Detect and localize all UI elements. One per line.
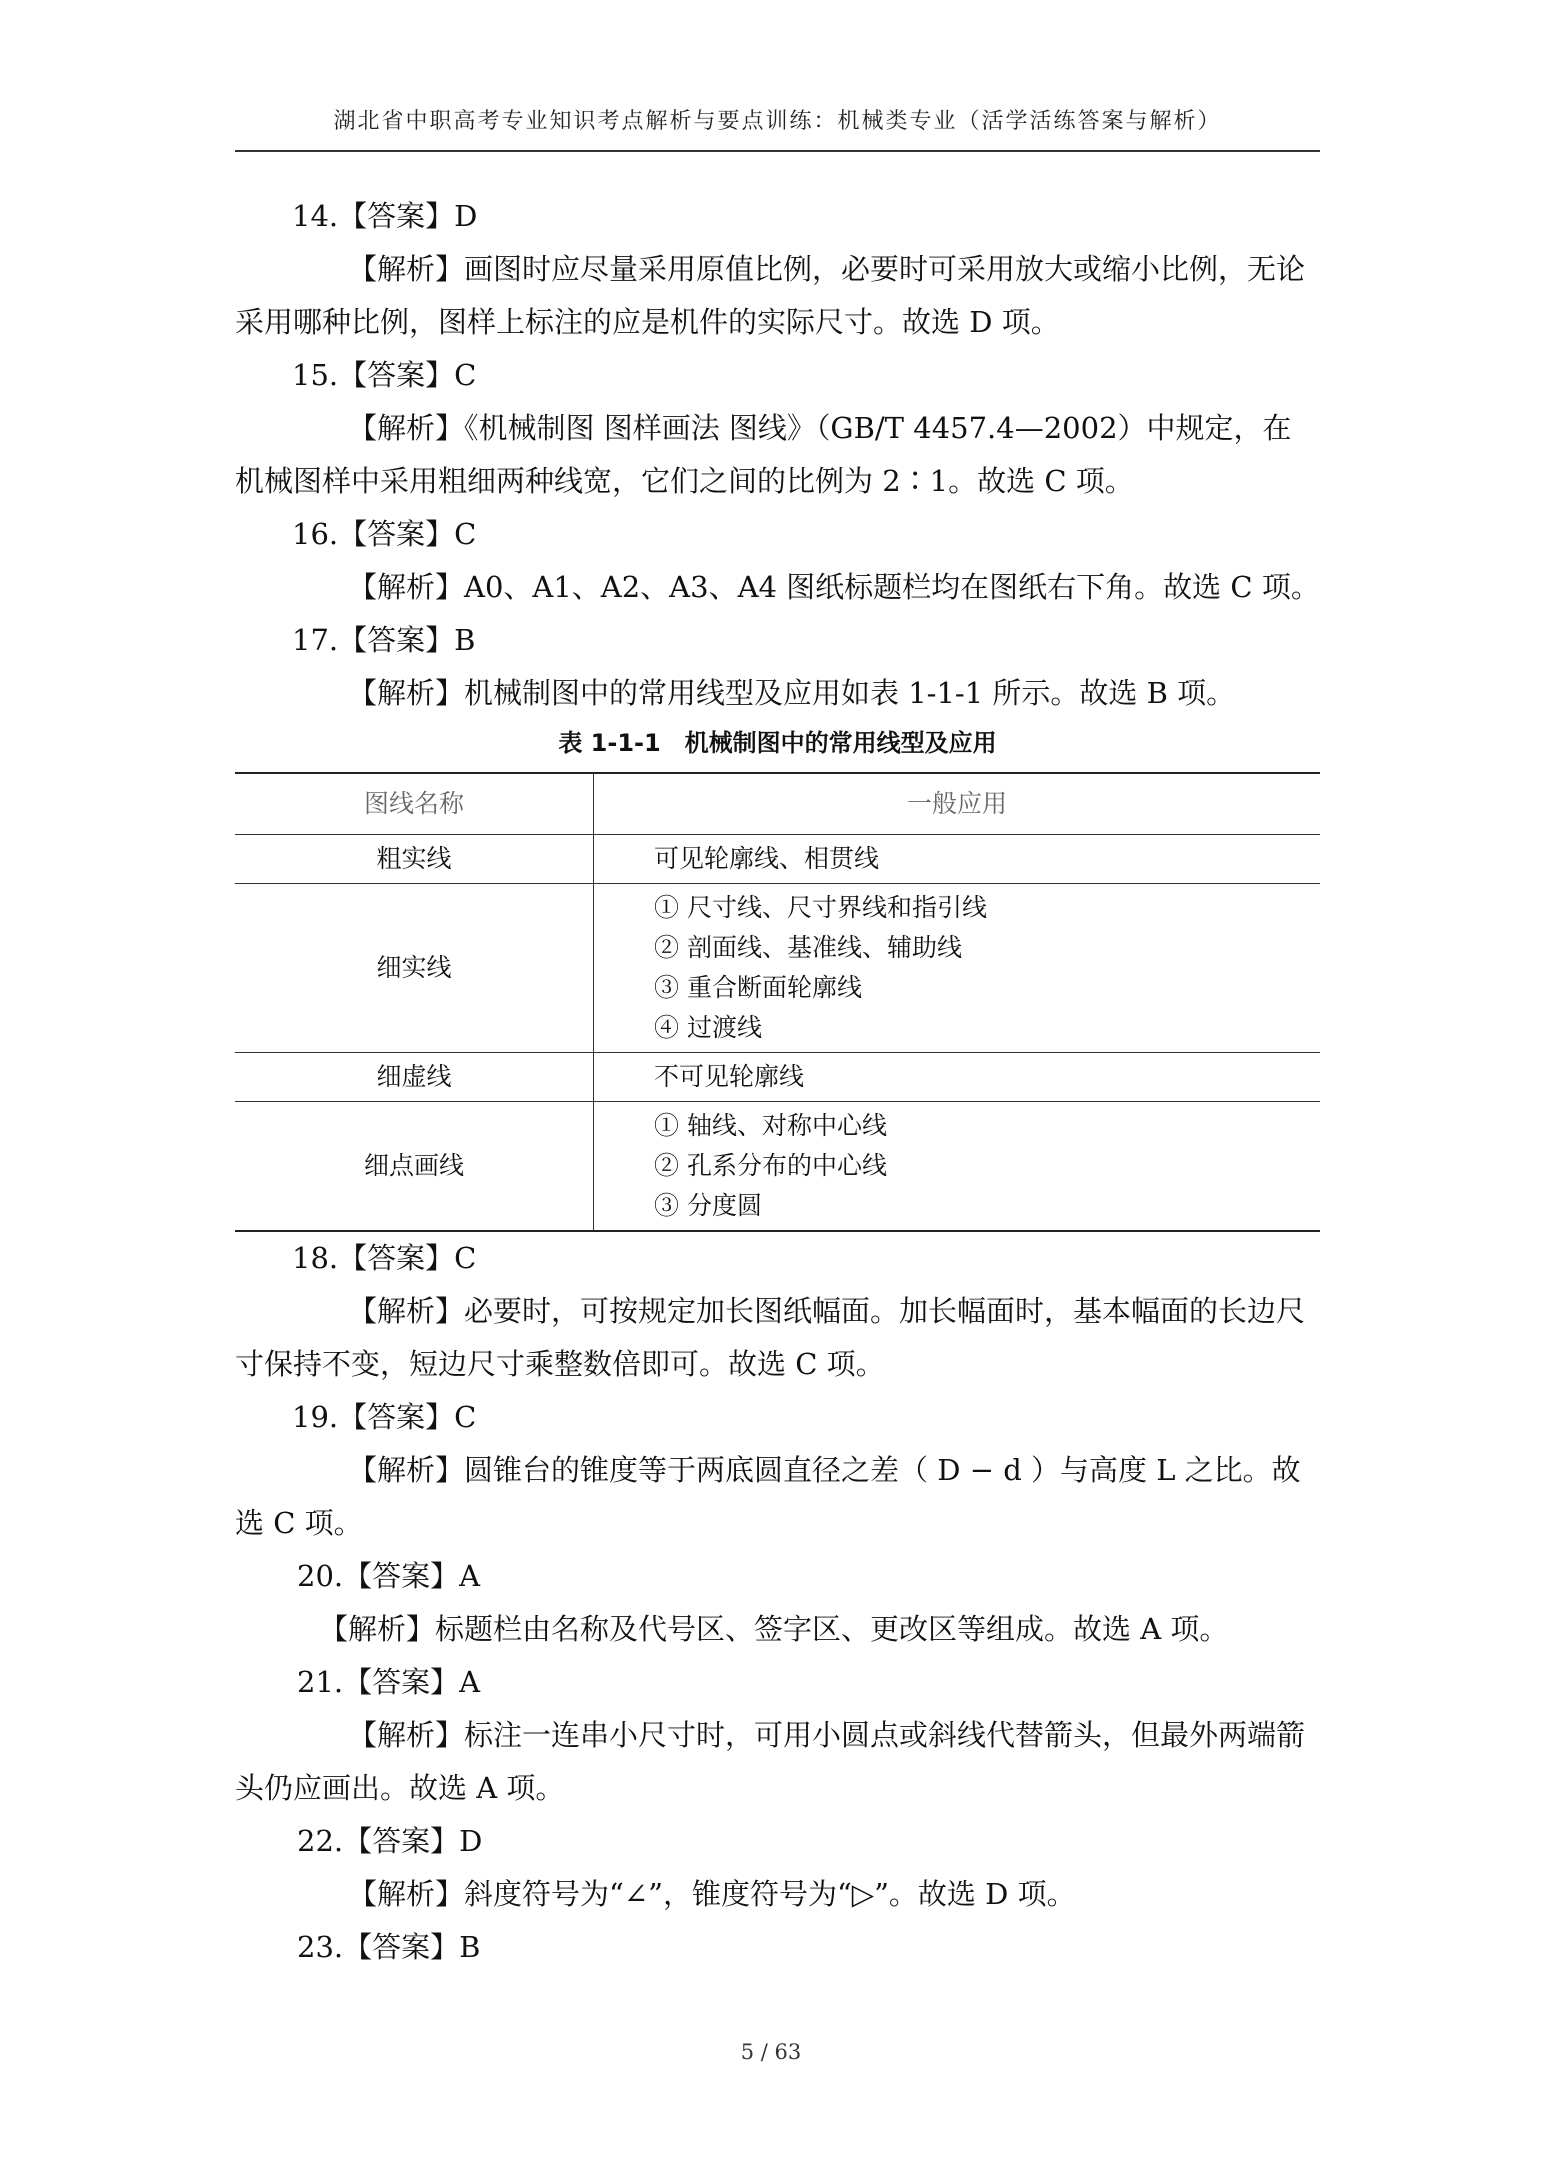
answer-15: 15.【答案】C — [292, 358, 477, 392]
explanation-19: 【解析】圆锥台的锥度等于两底圆直径之差（ D − d ）与高度 L 之比。故选 C 项。 — [235, 1453, 1301, 1540]
page-number: 5 / 63 — [740, 2040, 802, 2064]
table-cell-use-item: ② 孔系分布的中心线 — [654, 1151, 887, 1180]
table-row — [235, 1102, 1320, 1232]
table-cell-name: 粗实线 — [235, 835, 594, 884]
table-cell-uses — [594, 835, 1321, 884]
table-cell-use-item: ② 剖面线、基准线、辅助线 — [654, 933, 962, 962]
answer-22: 22.【答案】D — [297, 1824, 483, 1858]
table-cell-use-item: 可见轮廓线、相贯线 — [654, 844, 880, 873]
table-cell-use-item: ④ 过渡线 — [654, 1013, 762, 1042]
table-cell-use-item: ① 尺寸线、尺寸界线和指引线 — [654, 893, 987, 922]
explanation-14: 【解析】画图时应尽量采用原值比例，必要时可采用放大或缩小比例，无论采用哪种比例，图样上标注的应是机件的实际尺寸。故选 D 项。 — [235, 252, 1306, 339]
table-header-row — [235, 773, 1320, 835]
explanation-17: 【解析】机械制图中的常用线型及应用如表 1-1-1 所示。故选 B 项。 — [348, 676, 1236, 710]
answer-18: 18.【答案】C — [292, 1241, 477, 1275]
answer-19: 19.【答案】C — [292, 1400, 477, 1434]
header-rule — [235, 150, 1320, 152]
table-cell-uses — [594, 1053, 1321, 1102]
table-row — [235, 884, 1320, 1053]
table-row — [235, 835, 1320, 884]
table-cell-name: 细点画线 — [235, 1102, 594, 1232]
table-caption: 表 1-1-1 机械制图中的常用线型及应用 — [558, 729, 997, 757]
answer-20: 20.【答案】A — [297, 1559, 481, 1593]
explanation-16: 【解析】A0、A1、A2、A3、A4 图纸标题栏均在图纸右下角。故选 C 项。 — [348, 570, 1320, 604]
explanation-18: 【解析】必要时，可按规定加长图纸幅面。加长幅面时，基本幅面的长边尺寸保持不变，短边尺寸乘整数倍即可。故选 C 项。 — [235, 1294, 1306, 1381]
table-header-name: 图线名称 — [235, 773, 594, 835]
running-header: 湖北省中职高考专业知识考点解析与要点训练：机械类专业（活学活练答案与解析） — [333, 109, 1222, 134]
line-type-table — [235, 772, 1320, 1232]
explanation-22: 【解析】斜度符号为“∠”，锥度符号为“▷”。故选 D 项。 — [348, 1877, 1076, 1911]
table-cell-use-item: ① 轴线、对称中心线 — [654, 1111, 887, 1140]
answer-21: 21.【答案】A — [297, 1665, 481, 1699]
page-body — [235, 190, 1320, 1974]
table-cell-use-item: ③ 重合断面轮廓线 — [654, 973, 862, 1002]
table-cell-uses — [594, 884, 1321, 1053]
table-header-use: 一般应用 — [594, 773, 1321, 835]
answer-17: 17.【答案】B — [292, 623, 476, 657]
answer-14: 14.【答案】D — [292, 199, 478, 233]
table-cell-uses — [594, 1102, 1321, 1232]
answer-23: 23.【答案】B — [297, 1930, 481, 1964]
explanation-20: 【解析】标题栏由名称及代号区、签字区、更改区等组成。故选 A 项。 — [319, 1612, 1229, 1646]
table-cell-name: 细实线 — [235, 884, 594, 1053]
explanation-15: 【解析】《机械制图 图样画法 图线》（GB/T 4457.4—2002）中规定，在机械图样中采用粗细两种线宽，它们之间的比例为 2∶1。故选 C 项。 — [235, 411, 1292, 498]
table-cell-use-item: ③ 分度圆 — [654, 1191, 762, 1220]
explanation-21: 【解析】标注一连串小尺寸时，可用小圆点或斜线代替箭头，但最外两端箭头仍应画出。故选 A 项。 — [235, 1718, 1306, 1805]
table-cell-name: 细虚线 — [235, 1053, 594, 1102]
answer-16: 16.【答案】C — [292, 517, 477, 551]
table-row — [235, 1053, 1320, 1102]
table-cell-use-item: 不可见轮廓线 — [654, 1062, 805, 1091]
